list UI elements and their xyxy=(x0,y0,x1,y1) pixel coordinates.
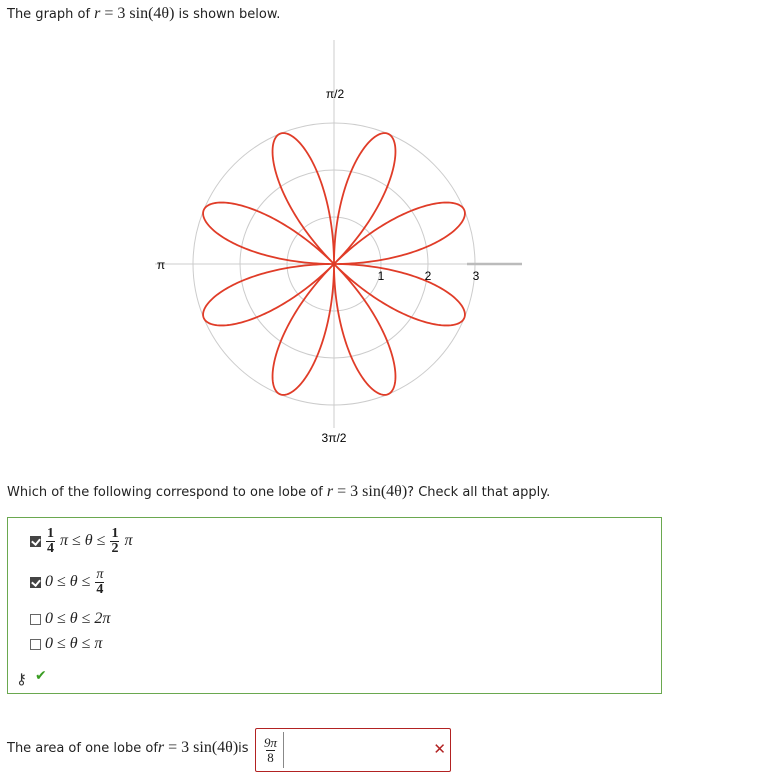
area-answer-field[interactable] xyxy=(255,728,451,772)
area-question-text: The area of one lobe of r = 3 sin(4θ) is xyxy=(7,739,249,756)
option-4-math: 0 ≤ θ ≤ π xyxy=(45,635,103,652)
incorrect-x-icon: ✕ xyxy=(433,740,446,758)
key-icon[interactable]: ⚷ xyxy=(16,670,27,688)
checkbox-option-3[interactable] xyxy=(30,614,41,625)
option-zero-to-quarter-pi[interactable] xyxy=(30,568,105,597)
checkbox-option-4[interactable] xyxy=(30,639,41,650)
intro-text: The graph of r = 3 sin(4θ) is shown below. xyxy=(7,5,281,22)
correct-check-icon: ✔ xyxy=(35,668,47,684)
question-text: Which of the following correspond to one lobe of r = 3 sin(4θ)? Check all that apply. xyxy=(7,483,551,500)
area-answer-fraction: $\frac{9\pi}{8}$ xyxy=(264,735,278,765)
tick-label-1: 1 xyxy=(377,269,385,283)
label-pi: π xyxy=(156,258,166,272)
checkbox-option-1[interactable] xyxy=(30,536,41,547)
option-zero-to-pi[interactable] xyxy=(30,635,102,653)
option-quarter-to-half-pi[interactable] xyxy=(30,527,132,556)
tick-label-3: 3 xyxy=(472,269,480,283)
label-pi-half: π/2 xyxy=(325,87,345,101)
answer-box xyxy=(7,517,662,694)
tick-label-2: 2 xyxy=(424,269,432,283)
option-zero-to-two-pi[interactable] xyxy=(30,610,110,628)
label-three-pi-half: 3π/2 xyxy=(321,431,347,445)
option-1-math: $\frac{1}{4}$ π ≤ θ ≤ $\frac{1}{2}$ π xyxy=(47,526,133,556)
checkbox-option-2[interactable] xyxy=(30,577,41,588)
option-3-math: 0 ≤ θ ≤ 2π xyxy=(45,610,111,627)
polar-graph xyxy=(140,38,530,448)
area-answer-input[interactable] xyxy=(260,732,284,768)
option-2-math: 0 ≤ θ ≤ $\frac{\pi}{4}$ xyxy=(45,567,104,597)
